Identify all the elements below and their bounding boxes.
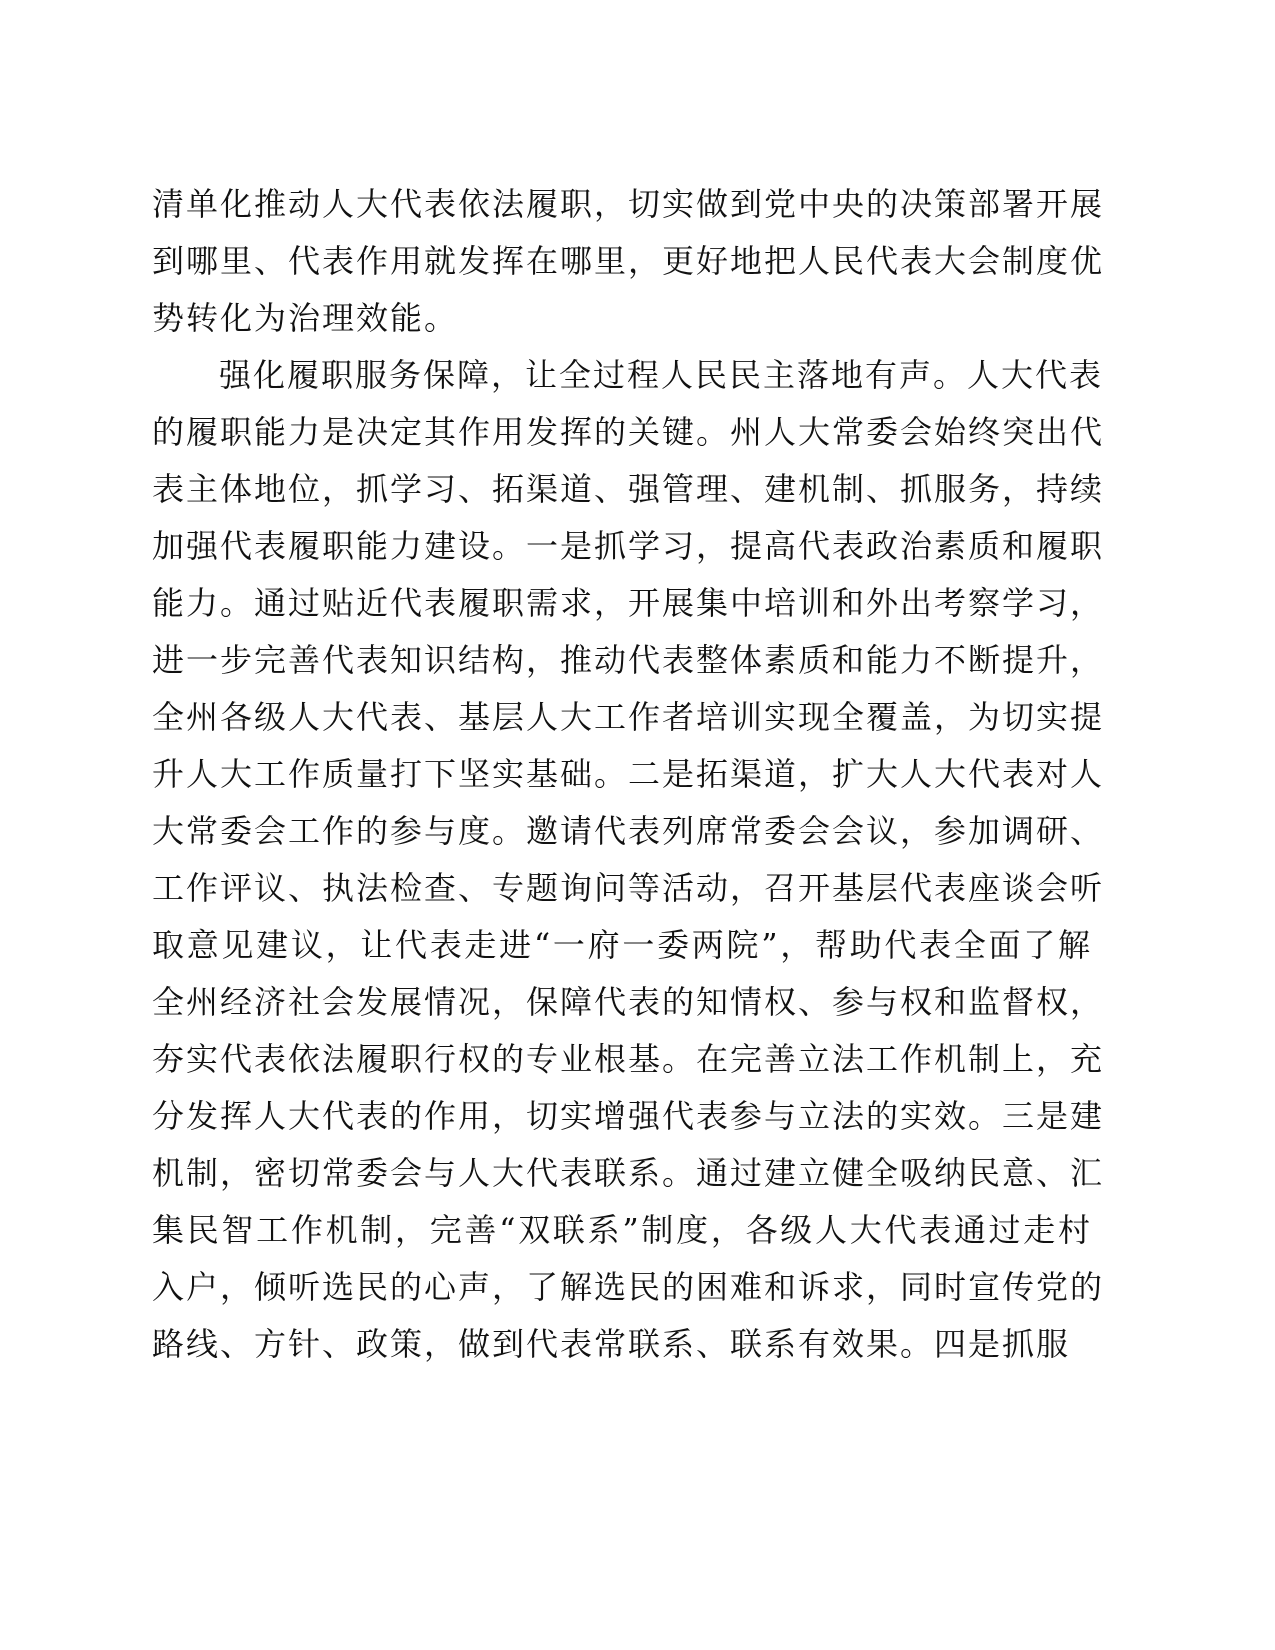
text-line: 势转化为治理效能。: [152, 299, 459, 337]
text-line: 进一步完善代表知识结构，推动代表整体素质和能力不断提升，: [152, 641, 1105, 679]
text-line: 的履职能力是决定其作用发挥的关键。州人大常委会始终突出代: [152, 413, 1105, 451]
text-line: 升人大工作质量打下坚实基础。二是拓渠道，扩大人大代表对人: [152, 755, 1105, 793]
text-line: 工作评议、执法检查、专题询问等活动，召开基层代表座谈会听: [152, 869, 1105, 907]
text-line: 清单化推动人大代表依法履职，切实做到党中央的决策部署开展: [152, 185, 1105, 223]
text-line: 表主体地位，抓学习、拓渠道、强管理、建机制、抓服务，持续: [152, 470, 1105, 508]
text-line: 加强代表履职能力建设。一是抓学习，提高代表政治素质和履职: [152, 527, 1105, 565]
paragraph-first-line: 强化履职服务保障，让全过程人民民主落地有声。人大代表: [219, 356, 1104, 394]
text-line: 能力。通过贴近代表履职需求，开展集中培训和外出考察学习，: [152, 584, 1105, 622]
text-line: 全州经济社会发展情况，保障代表的知情权、参与权和监督权，: [152, 983, 1105, 1021]
text-line: 夯实代表依法履职行权的专业根基。在完善立法工作机制上，充: [152, 1040, 1105, 1078]
text-line: 路线、方针、政策，做到代表常联系、联系有效果。四是抓服: [152, 1325, 1071, 1363]
text-line: 分发挥人大代表的作用，切实增强代表参与立法的实效。三是建: [152, 1097, 1105, 1135]
document-body: [152, 176, 1105, 1373]
text-line: 集民智工作机制，完善“双联系”制度，各级人大代表通过走村: [152, 1211, 1092, 1249]
text-line: 大常委会工作的参与度。邀请代表列席常委会会议，参加调研、: [152, 812, 1105, 850]
text-line: 机制，密切常委会与人大代表联系。通过建立健全吸纳民意、汇: [152, 1154, 1105, 1192]
text-line: 取意见建议，让代表走进“一府一委两院”，帮助代表全面了解: [152, 926, 1092, 964]
text-line: 到哪里、代表作用就发挥在哪里，更好地把人民代表大会制度优: [152, 242, 1105, 280]
text-line: 全州各级人大代表、基层人大工作者培训实现全覆盖，为切实提: [152, 698, 1105, 736]
text-line: 入户，倾听选民的心声，了解选民的困难和诉求，同时宣传党的: [152, 1268, 1105, 1306]
